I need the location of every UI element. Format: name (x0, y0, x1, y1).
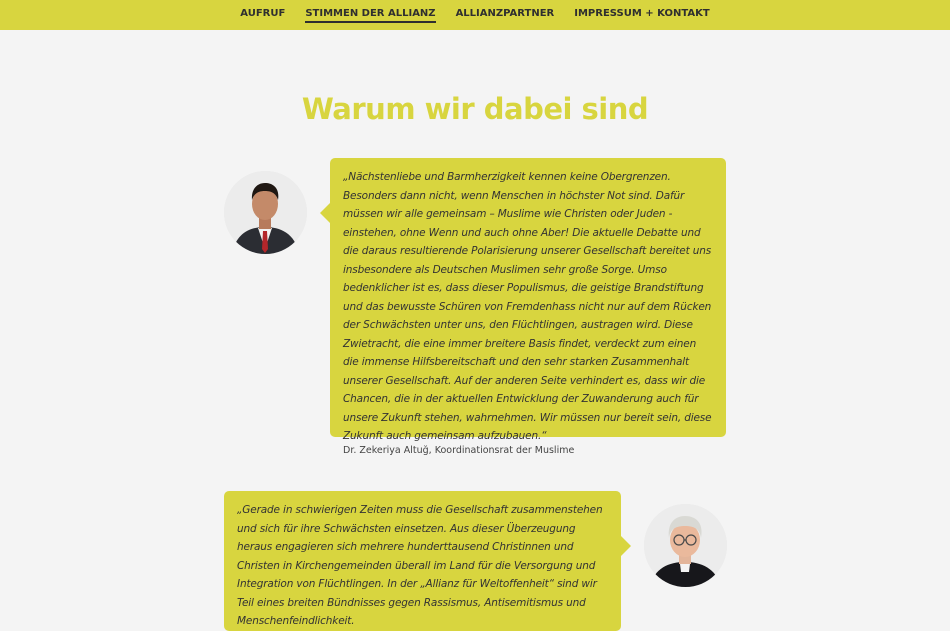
quote-bubble-bedford-strohm (224, 491, 621, 631)
quote-text: „Nächstenliebe und Barmherzigkeit kennen keine Obergrenzen. Besonders dann nicht, wenn Menschen in höchster Not sind. Dafür müssen wir alle gemeinsam – Muslime wie Christen oder Juden - einstehen, ohne Wenn und auch ohne Aber! Die aktuelle Debatte und die daraus resultierende Polarisierung unserer Gesellschaft bereitet uns insbesondere als Deutschen Muslimen sehr große Sorge. Umso bedenklicher ist es, dass dieser Populismus, die geistige Brandstiftung und das bewusste Schüren von Fremdenhass nicht nur auf dem Rücken der Schwächsten unter uns, den Flüchtlingen, austragen wird. Diese Zwietracht, die eine immer breitere Basis findet, verdeckt zum einen die immense Hilfsbereitschaft und den sehr starken Zusammenhalt unserer Gesellschaft. Auf der anderen Seite verhindert es, dass wir die Chancen, die in der aktuellen Entwicklung der Zuwanderung auch für unsere Zukunft stehen, wahrnehmen. Wir müssen nur bereit sein, diese Zukunft auch gemeinsam aufzubauen.“ (343, 171, 712, 442)
portrait-man-glasses-icon (644, 504, 727, 587)
top-navigation (0, 0, 950, 30)
quote-bubble-altug (330, 158, 726, 442)
avatar-zekeriya-altug (224, 171, 307, 254)
nav-stimmen-der-allianz[interactable]: STIMMEN DER ALLIANZ (305, 8, 435, 23)
portrait-man-icon (224, 171, 307, 254)
quote-attribution: Dr. Zekeriya Altuğ, Koordinationsrat der Muslime (343, 445, 575, 456)
page-title: Warum wir dabei sind (301, 92, 649, 126)
nav-aufruf[interactable]: AUFRUF (240, 7, 286, 19)
quote-text: „Gerade in schwierigen Zeiten muss die Gesellschaft zusammenstehen und sich für ihre Schwächsten einsetzen. Aus dieser Überzeugung heraus engagieren sich mehrere hunderttausend Christinnen und Christen in Kirchengemeinden überall im Land für die Versorgung und Integration von Flüchtlingen. In der „Allianz für Weltoffenheit“ sind wir Teil eines breiten Bündnisses gegen Rassismus, Antisemitismus und Menschenfeindlichkeit. (237, 504, 603, 627)
avatar-bishop (644, 504, 727, 587)
nav-allianzpartner[interactable]: ALLIANZPARTNER (455, 7, 555, 19)
nav-impressum-kontakt[interactable]: IMPRESSUM + KONTAKT (574, 7, 710, 19)
